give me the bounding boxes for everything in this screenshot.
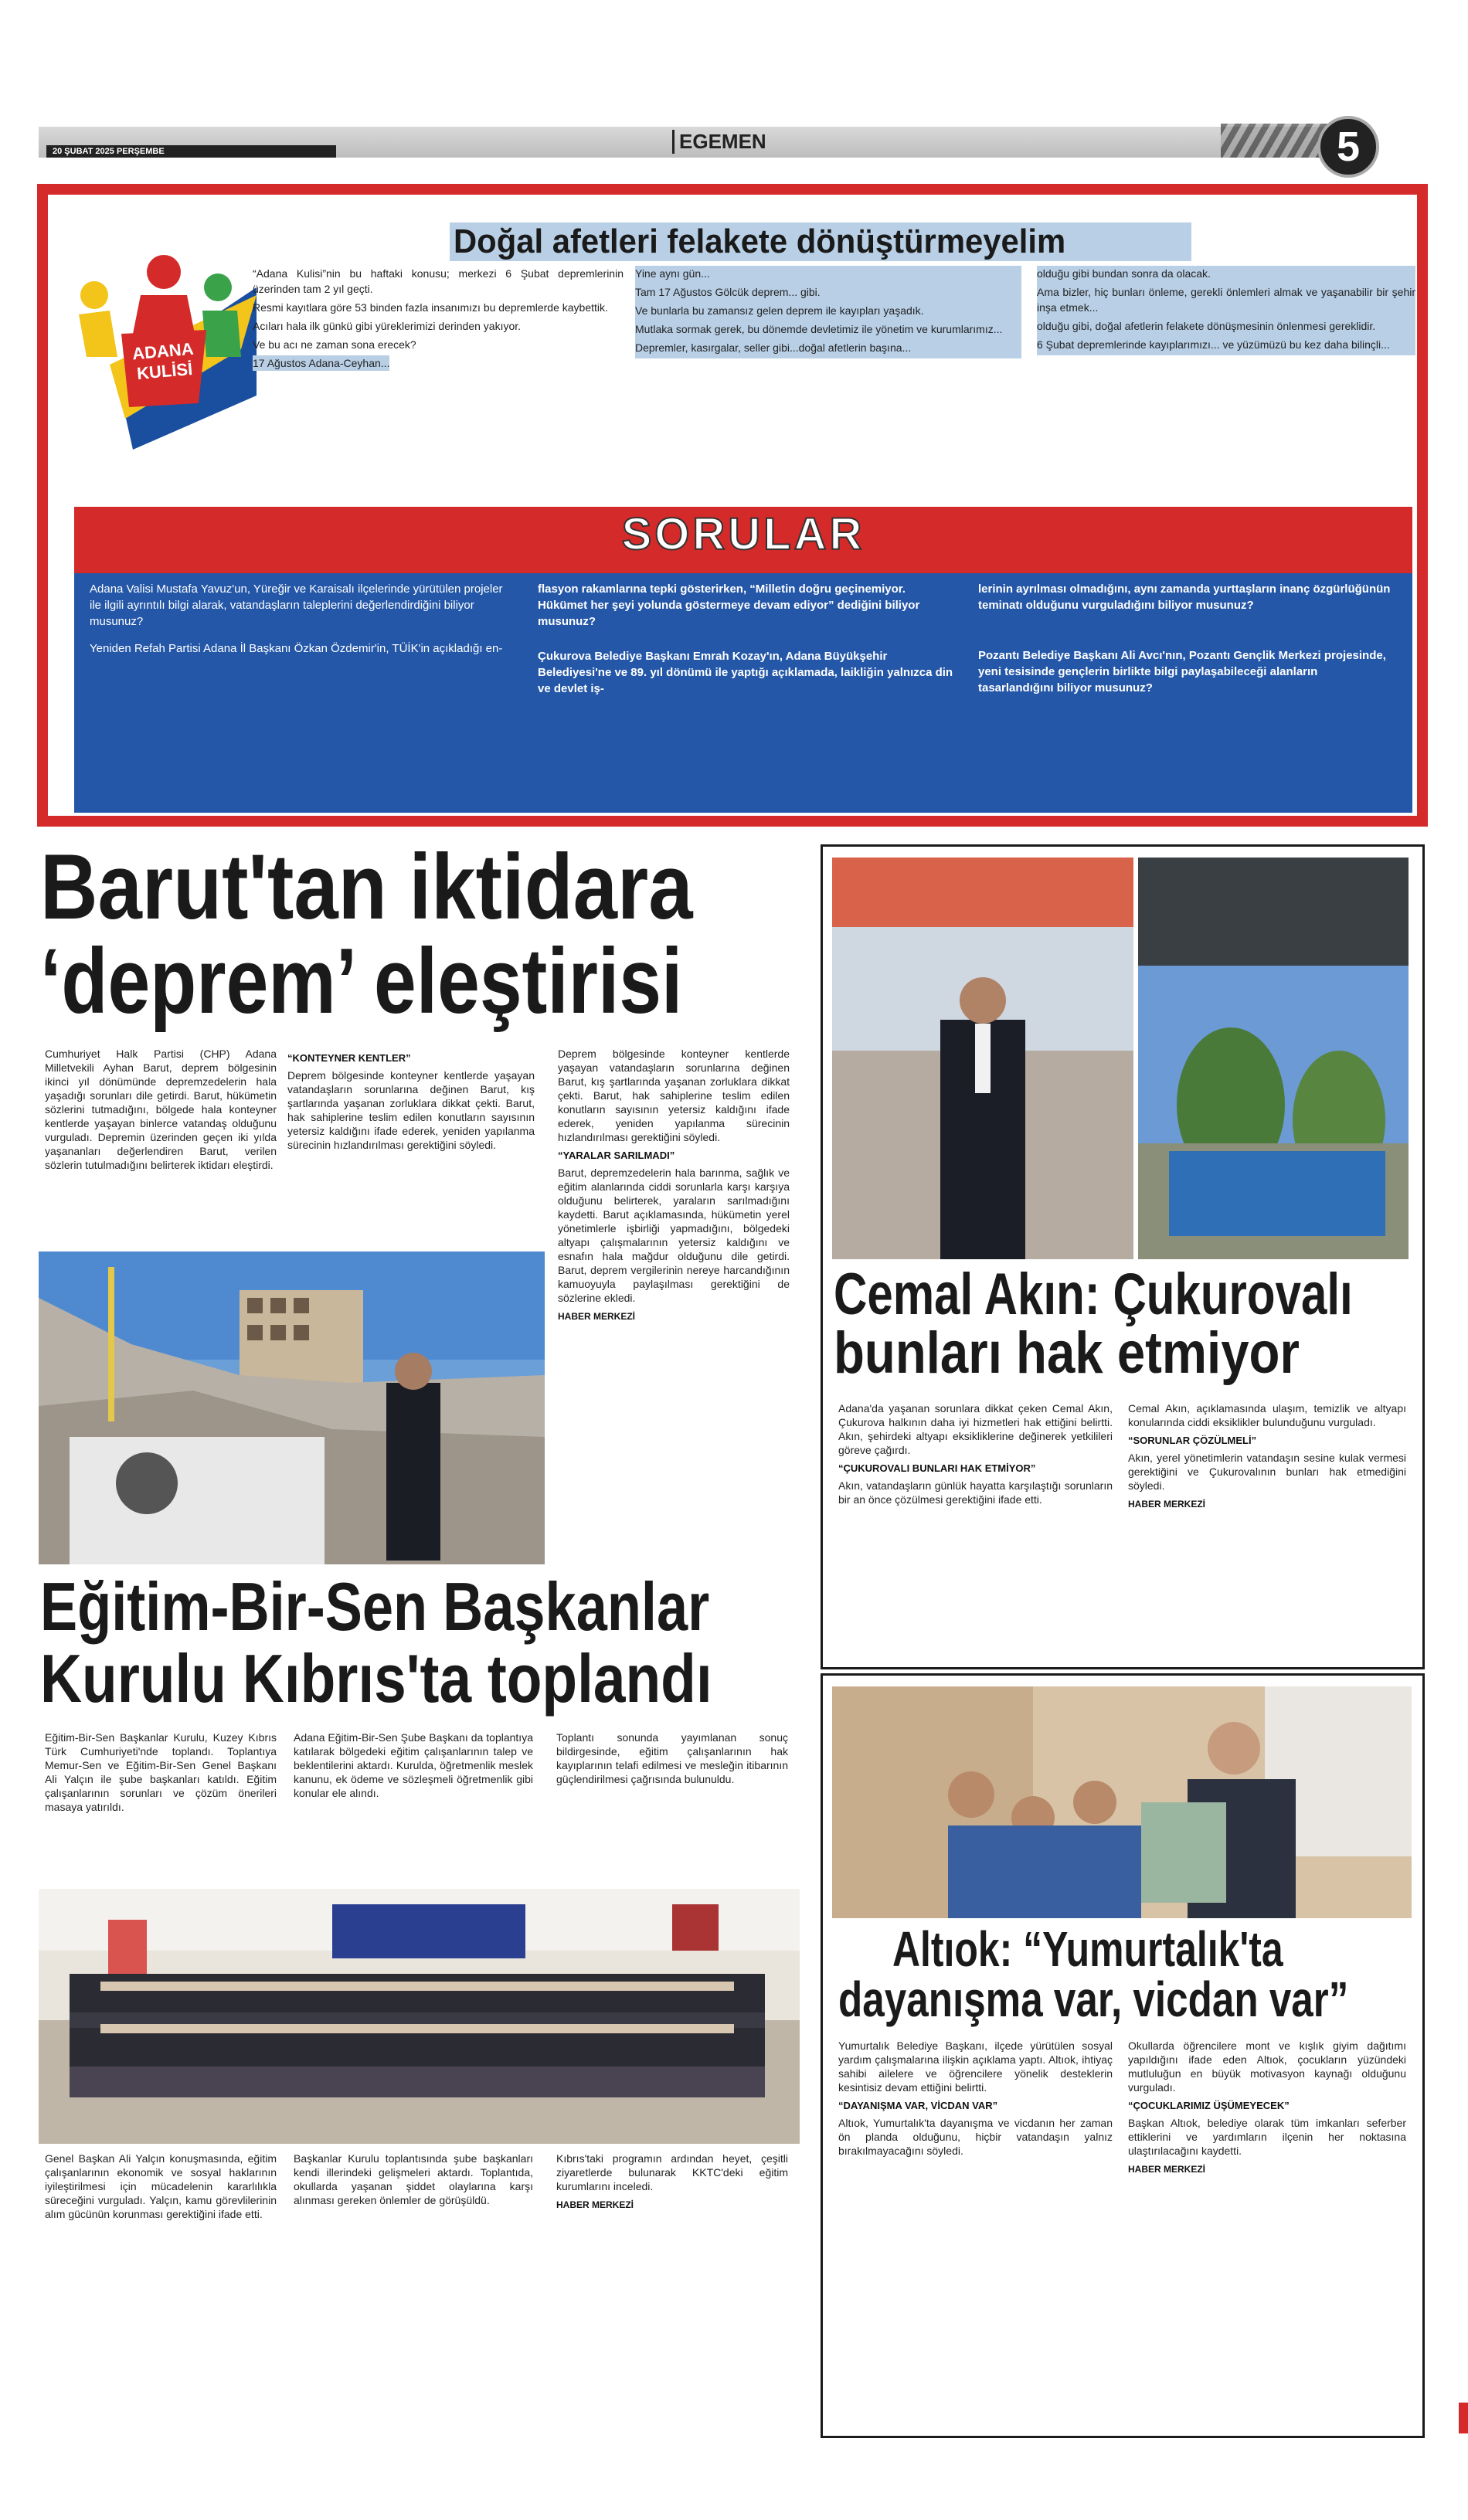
article4-col2b-text: Başkan Altıok, belediye olarak tüm imkanları seferber ettiklerini ve yardımların ilçenin her noktasına ulaştırılacağını kaydetti. — [1128, 2117, 1406, 2157]
damaged-site-photo — [1138, 858, 1409, 1259]
article1-headline-line1: Barut'tan iktidara — [40, 835, 693, 939]
page-number-badge — [1317, 116, 1379, 178]
article3-column-2 — [1128, 1401, 1406, 1511]
feature-col1-p3: Acıları hala ilk günkü gibi yüreklerimizi derinden yakıyor. — [253, 320, 522, 332]
article2-column-3 — [556, 1730, 788, 1789]
sorular-col-2 — [538, 581, 955, 697]
feature-col1-p4: Ve bu acı ne zaman sona erecek? — [253, 338, 416, 351]
article1-col3-intro: Deprem bölgesinde konteyner kentlerde yaşayan vatandaşların sorunlarına değinen Barut, kış şartlarında yaşanan zorluklara dikkat çekti. Barut, hak sahiplerine teslim edilen konutların sayısının yetersiz kaldığını ifade ederek, yeniden yapılanma sürecinin hızlandırılması gerektiğini söyledi. — [558, 1048, 790, 1143]
man-in-suit-photo — [832, 858, 1133, 1259]
feature-column-3 — [1037, 266, 1415, 355]
feature-col1-p2: Resmi kayıtlara göre 53 binden fazla insanımızı bu depremlerde kaybettik. — [253, 301, 608, 314]
article2-headline-line2: Kurulu Kıbrıs'ta toplandı — [40, 1640, 712, 1717]
article2-column-3b — [556, 2152, 788, 2212]
feature-col2-p4: Mutlaka sormak gerek, bu dönemde devletimiz ile yönetim ve kurumlarımız... — [635, 323, 1003, 335]
page-number: 5 — [1336, 124, 1361, 170]
sorular-panel — [74, 573, 1412, 813]
adana-kulisi-logo-text: ADANA KULİSİ — [131, 338, 195, 384]
feature-column-1 — [253, 266, 624, 374]
feature-col3-p4: 6 Şubat depremlerinde kayıplarımızı... ve yüzümüzü bu kez daha bilinçli... — [1037, 338, 1390, 351]
feature-col3-p3: olduğu gibi, doğal afetlerin felakete dönüşmesinin önlenmesi gereklidir. — [1037, 320, 1376, 332]
header-paper-name: EGEMEN — [672, 130, 766, 154]
adana-kulisi-box — [37, 184, 1428, 827]
article2-col2b-text: Başkanlar Kurulu toplantısında şube başkanları kendi illerindeki gelişmeleri aktardı. Toplantıda, okullarda yaşanan şiddet olaylarına karşı alınması gereken önlemler de görüşüldü. — [294, 2152, 533, 2206]
article2-col2-text: Adana Eğitim-Bir-Sen Şube Başkanı da toplantıya katılarak bölgedeki eğitim çalışanlarının talep ve beklentilerini aktardı. Kurulda, öğretmenlik meslek kanunu, ek ödeme ve sözleşmeli öğretmenlik gibi konular ele alındı. — [294, 1731, 533, 1799]
article4-col1b-text: Altıok, Yumurtalık'ta dayanışma ve vicdanın her zaman ön planda olduğunu, hiçbir vatandaşın yalnız bırakılmayacağını söyledi. — [838, 2117, 1113, 2157]
article4-col1-subheading: “DAYANIŞMA VAR, VİCDAN VAR” — [838, 2100, 998, 2111]
article2-column-1 — [45, 1730, 277, 1817]
feature-col1-p1: “Adana Kulisi”nin bu haftaki konusu; merkezi 6 Şubat depremlerinin üzerinden tam 2 yıl geçti. — [253, 267, 624, 295]
article3-headline-line1: Cemal Akın: Çukurovalı — [834, 1262, 1353, 1327]
page-edge-marker — [1459, 2403, 1468, 2433]
article1-col3-text: Barut, depremzedelerin hala barınma, sağlık ve eğitim alanlarında ciddi sorunlarla karşı karşıya olduğunu belirterek, yaraların sarılmadığını kaydetti. Barut açıklamasında, hükümetin yerel yönetimlerle işbirliği yapmadığını, bölgedeki altyapı çalışmalarının yetersiz kaldığını ve esnafın hala mağdur olduğunu dile getirdi. Barut, deprem vergilerinin nereye harcandığının kamuoyuyla paylaşılması gerektiğini de sözlerine ekledi. — [558, 1167, 790, 1304]
sorular-heading: SORULAR — [621, 509, 865, 559]
sorular-col-1 — [90, 581, 515, 657]
header-date: 20 ŞUBAT 2025 PERŞEMBE — [53, 147, 165, 156]
feature-col2-p2: Tam 17 Ağustos Gölcük deprem... gibi. — [635, 286, 821, 298]
article3-column-1 — [838, 1401, 1113, 1510]
article4-headline-line1: Altıok: “Yumurtalık'ta — [892, 1921, 1283, 1977]
article2-col3-text: Toplantı sonunda yayımlanan sonuç bildirgesinde, eğitim çalışanlarının hak kayıplarının telafi edilmesi ve mesleğin itibarının güçlendirilmesi çağrısında bulunuldu. — [556, 1731, 788, 1785]
article3-photo-1 — [832, 858, 1133, 1259]
article3-col1-text: Adana'da yaşanan sorunlara dikkat çeken Cemal Akın, Çukurova halkının daha iyi hizmetleri hak ettiğini belirtti. Akın, şehirdeki altyapı eksikliklerine değinerek yetkilileri göreve çağırdı. — [838, 1402, 1113, 1456]
article3-col2-subheading: “SORUNLAR ÇÖZÜLMELİ” — [1128, 1435, 1257, 1446]
article2-photo — [39, 1889, 800, 2144]
rubble-photo-image — [39, 1252, 545, 1564]
article2-signature: HABER MERKEZİ — [556, 2199, 634, 2210]
article4-col2-subheading: “ÇOCUKLARIMIZ ÜŞÜMEYECEK” — [1128, 2100, 1290, 2111]
feature-col2-p3: Ve bunlarla bu zamansız gelen deprem ile kayıpları yaşadık. — [635, 304, 924, 317]
article2-col1-text: Eğitim-Bir-Sen Başkanlar Kurulu, Kuzey Kıbrıs Türk Cumhuriyeti'nde toplandı. Toplantıya Memur-Sen ve Eğitim-Bir-Sen Genel Başkanı Ali Yalçın ile şube başkanları katıldı. Eğitim çalışanlarının sorunları ve çözüm önerileri masaya yatırıldı. — [45, 1731, 277, 1813]
sorular-banner — [74, 507, 1412, 573]
article3-signature: HABER MERKEZİ — [1128, 1499, 1206, 1510]
article2-column-2b — [294, 2152, 533, 2210]
article3-col1b-text: Akın, vatandaşların günlük hayatta karşılaştığı sorunların bir an önce çözülmesi gerektiğini ifade etti. — [838, 1479, 1113, 1506]
article3-col2-text: Cemal Akın, açıklamasında ulaşım, temizlik ve altyapı konularında ciddi eksiklikler bulunduğunu vurguladı. — [1128, 1402, 1406, 1428]
feature-col2-p1: Yine aynı gün... — [635, 267, 710, 280]
article2-column-2 — [294, 1730, 533, 1803]
article3-headline-line2: bunları hak etmiyor — [834, 1320, 1300, 1386]
article4-headline-line2: dayanışma var, vicdan var” — [838, 1972, 1349, 2027]
sorular-col-3 — [978, 581, 1395, 696]
children-classroom-photo — [832, 1686, 1412, 1918]
sorular-q4: Çukurova Belediye Başkanı Emrah Kozay'ın, Adana Büyükşehir Belediyesi'ne ve 89. yıl dönümü ile yaptığı açıklamada, laikliğin yalnızca din ve devlet iş- — [538, 650, 953, 695]
article1-col2-subheading: “KONTEYNER KENTLER” — [287, 1052, 411, 1064]
article1-column-1 — [45, 1047, 277, 1175]
article4-signature: HABER MERKEZİ — [1128, 2164, 1206, 2175]
article1-column-3 — [558, 1047, 790, 1323]
article1-column-2 — [287, 1047, 535, 1155]
article4-box — [821, 1673, 1425, 2438]
sorular-q6: Pozantı Belediye Başkanı Ali Avcı'nın, Pozantı Gençlik Merkezi projesinde, yeni tesisinde gençlerin birlikte bilgi paylaşabileceği alanların tasarlandığını biliyor musunuz? — [978, 649, 1386, 695]
article4-photo — [832, 1686, 1412, 1918]
page-header — [39, 116, 1429, 170]
article4-col1-text: Yumurtalık Belediye Başkanı, ilçede yürütülen sosyal yardım çalışmalarına ilişkin açıklama yaptı. Altıok, ihtiyaç sahibi ailelere ve öğrencilere yönelik desteklerin kesintisiz devam ettiğini belirtti. — [838, 2039, 1113, 2094]
article3-col1-subheading: “ÇUKUROVALI BUNLARI HAK ETMİYOR” — [838, 1462, 1036, 1474]
article1-col1-text: Cumhuriyet Halk Partisi (CHP) Adana Milletvekili Ayhan Barut, deprem bölgesinin ikinci yıl dönümünde depremzedelerin hala yaşadığı sorunları dile getirdi. Barut, hükümetin sözlerini tutmadığını, bölgede hala konteyner kentlerde yaşayan binlerce vatandaş olduğunu vurguladı. Depremin üzerinden geçen iki yılda yaşananları değerlendiren Barut, verilen sözlerin tutulmadığını belirterek iktidarı eleştirdi. — [45, 1048, 277, 1171]
feature-col2-p5: Depremler, kasırgalar, seller gibi...doğal afetlerin başına... — [635, 341, 912, 354]
article3-box — [821, 844, 1425, 1669]
article2-column-1b — [45, 2152, 277, 2224]
article2-col3b-text: Kıbrıs'taki programın ardından heyet, çeşitli ziyaretlerde bulunarak KKTC'deki eğitim kurumlarını inceledi. — [556, 2152, 788, 2192]
sorular-q5: lerinin ayrılması olmadığını, aynı zamanda yurttaşların inanç özgürlüğünün teminatı olduğunu vurguladığını biliyor musunuz? — [978, 582, 1391, 612]
feature-col1-tail: 17 Ağustos Adana-Ceyhan... — [253, 357, 390, 369]
article4-col2-text: Okullarda öğrencilere mont ve kışlık giyim dağıtımı yapıldığını ifade eden Altıok, çocukların yüzündeki mutluluğun en büyük motivasyon kaynağı olduğunu vurguladı. — [1128, 2039, 1406, 2094]
article1-headline-line2: ‘deprem’ eleştirisi — [40, 929, 683, 1033]
article4-column-2 — [1128, 2039, 1406, 2176]
feature-column-2 — [635, 266, 1021, 358]
article1-signature: HABER MERKEZİ — [558, 1311, 636, 1322]
article2-headline-line1: Eğitim-Bir-Sen Başkanlar — [40, 1568, 710, 1645]
article3-photo-2 — [1138, 858, 1409, 1259]
article1-photo — [39, 1252, 545, 1564]
group-photo-image — [39, 1889, 800, 2144]
feature-col3-p1: olduğu gibi bundan sonra da olacak. — [1037, 267, 1211, 280]
article3-col2b-text: Akın, yerel yönetimlerin vatandaşın sesine kulak vermesi gerektiğini ve Çukurovalının bunları hak etmediğini söyledi. — [1128, 1452, 1406, 1492]
article4-column-1 — [838, 2039, 1113, 2161]
feature-col3-p2: Ama bizler, hiç bunları önleme, gerekli önlemleri almak ve yaşanabilir bir şehir inşa etmek... — [1037, 286, 1415, 314]
article1-col2-text: Deprem bölgesinde konteyner kentlerde yaşayan vatandaşların sorunlarına değinen Barut, kış şartlarında yaşanan zorluklara dikkat çekti. Barut, hak sahiplerine teslim edilen konutların sayısının yetersiz kaldığını ifade ederek, yeniden yapılanma sürecinin hızlandırılması gerektiğini söyledi. — [287, 1069, 535, 1151]
adana-kulisi-logo — [63, 241, 264, 450]
sorular-q1: Adana Valisi Mustafa Yavuz'un, Yüreğir ve Karaisalı ilçelerinde yürütülen projeler ile ilgili ayrıntılı bilgi alarak, vatandaşların taleplerini değerlendirdiğini biliyor musunuz? — [90, 582, 503, 628]
sorular-q2: Yeniden Refah Partisi Adana İl Başkanı Özkan Özdemir'in, TÜİK'in açıkladığı en- — [90, 642, 503, 655]
article2-col1b-text: Genel Başkan Ali Yalçın konuşmasında, eğitim çalışanlarının ekonomik ve sosyal haklarının iyileştirilmesi için mücadelenin kararlılıkla süreceğini vurguladı. Yalçın, kamu görevlilerinin alım gücünün korunması gerektiğini ifade etti. — [45, 2152, 277, 2220]
feature-title: Doğal afetleri felakete dönüştürmeyelim — [454, 222, 1066, 260]
article1-col3-subheading: “YARALAR SARILMADI” — [558, 1150, 675, 1161]
sorular-q3: flasyon rakamlarına tepki gösterirken, “Milletin doğru geçinemiyor. Hükümet her şeyi yolunda göstermeye devam ediyor” dediğini biliyor musunuz? — [538, 582, 920, 628]
